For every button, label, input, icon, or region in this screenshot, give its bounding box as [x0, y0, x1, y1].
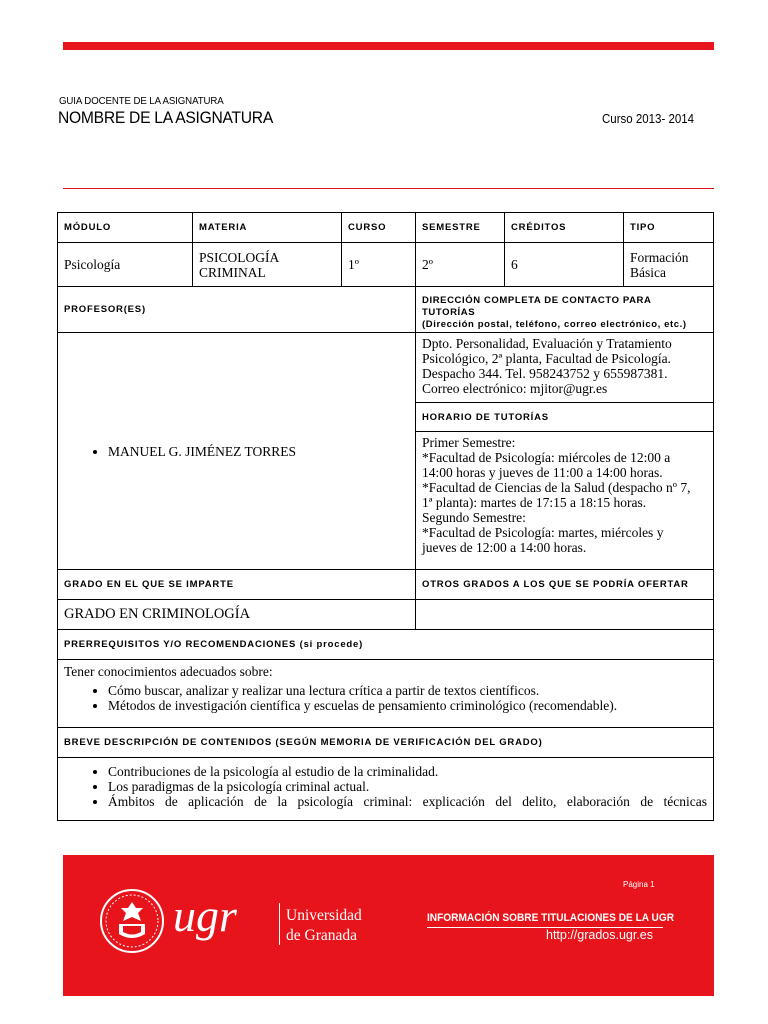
prerreq-header-row [58, 629, 713, 659]
horario-line: *Facultad de Ciencias de la Salud (despacho nº 7, [422, 480, 691, 495]
otros-grados-label: OTROS GRADOS A LOS QUE SE PODRÍA OFERTAR [415, 570, 713, 599]
horario-line: *Facultad de Psicología: martes, miércoles y [422, 525, 664, 540]
grado-label: GRADO EN EL QUE SE IMPARTE [64, 579, 234, 590]
horario-line: Primer Semestre: [422, 435, 516, 450]
direccion-label-line2: (Dirección postal, teléfono, correo electrónico, etc.) [422, 319, 687, 330]
university-seal-icon [99, 888, 165, 954]
grado-value: GRADO EN CRIMINOLOGÍA [64, 606, 251, 622]
grado-value-row [58, 599, 713, 629]
prerreq-intro: Tener conocimientos adecuados sobre: [64, 664, 273, 679]
university-line1: Universidad [286, 907, 362, 924]
profesor-detail-row [58, 332, 713, 569]
page-number: Página 1 [623, 880, 655, 889]
creditos-value: 6 [504, 243, 623, 286]
col-creditos: CRÉDITOS [504, 213, 623, 242]
desc-content [58, 758, 713, 820]
university-name [286, 906, 362, 946]
contact-column [415, 333, 713, 569]
top-red-bar [63, 42, 714, 50]
ugr-logo-text: ugr [173, 890, 237, 941]
profesor-name: • MANUEL G. JIMÉNEZ TORRES [108, 444, 296, 459]
curso-value: 1º [341, 243, 415, 286]
horario-line: *Facultad de Psicología: miércoles de 12:00 a [422, 450, 671, 465]
course-year: Curso 2013- 2014 [602, 112, 695, 126]
horario-line: jueves de 12:00 a 14:00 horas. [422, 540, 587, 555]
prerreq-content [58, 660, 713, 727]
university-line2: de Granada [286, 927, 357, 944]
col-tipo: TIPO [623, 213, 713, 242]
tipo-value: Formación Básica [623, 243, 713, 286]
horario-line: 14:00 horas y jueves de 11:00 a 14:00 horas. [422, 465, 663, 480]
values-row [58, 242, 713, 286]
col-materia: MATERIA [192, 213, 341, 242]
grados-link[interactable]: http://grados.ugr.es [546, 928, 654, 942]
prerreq-row [58, 659, 713, 727]
profesores-label: PROFESOR(ES) [64, 304, 146, 315]
desc-item: • Los paradigmas de la psicología criminal actual. [108, 779, 707, 794]
col-semestre: SEMESTRE [415, 213, 504, 242]
direccion-line: Dpto. Personalidad, Evaluación y Tratamiento [422, 336, 672, 351]
prerreq-item: • Cómo buscar, analizar y realizar una lectura crítica a partir de textos científicos. [108, 683, 707, 698]
desc-label: BREVE DESCRIPCIÓN DE CONTENIDOS (SEGÚN MEMORIA DE VERIFICACIÓN DEL GRADO) [64, 737, 543, 748]
col-modulo: MÓDULO [64, 222, 112, 233]
desc-item: • Contribuciones de la psicología al estudio de la criminalidad. [108, 764, 707, 779]
modulo-value: Psicología [64, 257, 121, 272]
direccion-label [415, 287, 713, 332]
materia-value: PSICOLOGÍA CRIMINAL [192, 243, 341, 286]
guide-label: GUIA DOCENTE DE LA ASIGNATURA [59, 95, 224, 107]
otros-grados-value [415, 600, 713, 629]
desc-header-row [58, 727, 713, 757]
direccion-line: Psicológico, 2ª planta, Facultad de Psicología. [422, 351, 671, 366]
col-curso: CURSO [341, 213, 415, 242]
course-info-table [57, 212, 714, 821]
desc-item: • Ámbitos de aplicación de la psicología criminal: explicación del delito, elaboración de técnicas [108, 794, 707, 809]
direccion-block [416, 333, 713, 403]
semestre-value: 2º [415, 243, 504, 286]
direccion-line: Despacho 344. Tel. 958243752 y 655987381. [422, 366, 668, 381]
horario-label: HORARIO DE TUTORÍAS [416, 403, 713, 432]
direccion-line: Correo electrónico: mjitor@ugr.es [422, 381, 608, 396]
horario-block [416, 432, 713, 569]
horario-line: 1ª planta): martes de 17:15 a 18:15 horas. [422, 495, 647, 510]
footer-banner [63, 855, 714, 996]
grado-header-row [58, 569, 713, 599]
logo-divider [279, 903, 280, 945]
horario-line: Segundo Semestre: [422, 510, 526, 525]
info-title: INFORMACIÓN SOBRE TITULACIONES DE LA UGR [427, 912, 675, 924]
profesor-header-row [58, 286, 713, 332]
profesor-cell [58, 333, 415, 569]
prerreq-label: PRERREQUISITOS Y/O RECOMENDACIONES (si procede) [64, 639, 364, 650]
column-header-row [58, 213, 713, 242]
header-divider [63, 188, 714, 189]
desc-row [58, 757, 713, 820]
prerreq-item: • Métodos de investigación científica y escuelas de pensamiento criminológico (recomendable). [108, 698, 707, 713]
direccion-label-line1: DIRECCIÓN COMPLETA DE CONTACTO PARA TUTORÍAS [422, 295, 652, 318]
subject-title: NOMBRE DE LA ASIGNATURA [58, 108, 273, 127]
